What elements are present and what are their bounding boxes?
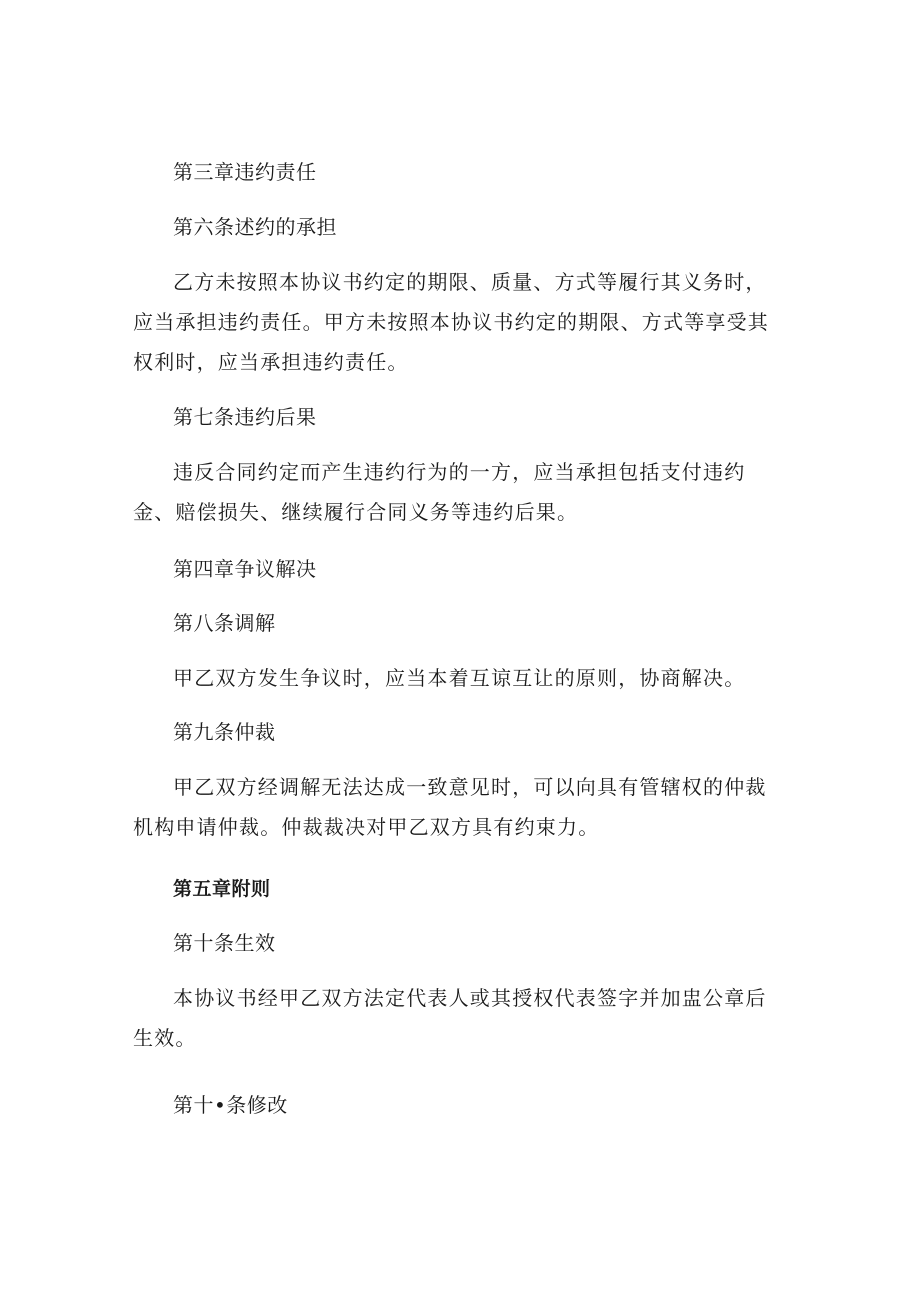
article-8-heading: 第八条调解 <box>173 611 276 635</box>
chapter-5-heading: 第五章附则 <box>173 878 271 900</box>
article-10-body: 本协议书经甲乙双方法定代表人或其授权代表签字并加盅公章后生效。 <box>133 986 767 1050</box>
article-7-body: 违反合同约定而产生违约行为的一方，应当承担包括支付违约金、赔偿损失、继续履行合同义务等违约后果。 <box>133 460 746 524</box>
article-8-body: 甲乙双方发生争议时，应当本着互谅互让的原则，协商解决。 <box>173 666 746 690</box>
chapter-4-heading: 第四章争议解决 <box>173 557 317 581</box>
article-10-heading: 第十条生效 <box>173 931 276 955</box>
chapter-3-heading: 第三章违约责任 <box>173 160 317 184</box>
article-9-heading: 第九条仲裁 <box>173 720 276 744</box>
article-6-body: 乙方未按照本协议书约定的期限、质量、方式等履行其义务时，应当承担违约责任。甲方未按照本协议书约定的期限、方式等享受其权利时，应当承担违约责任。 <box>133 270 769 374</box>
article-6-heading: 第六条述约的承担 <box>173 215 337 239</box>
article-7-heading: 第七条违约后果 <box>173 405 317 429</box>
article-11-heading: 第十•条修改 <box>173 1093 288 1117</box>
article-9-body: 甲乙双方经调解无法达成一致意见时，可以向具有管辖权的仲裁机构申请仲裁。仲裁裁决对甲乙双方具有约束力。 <box>133 775 767 839</box>
